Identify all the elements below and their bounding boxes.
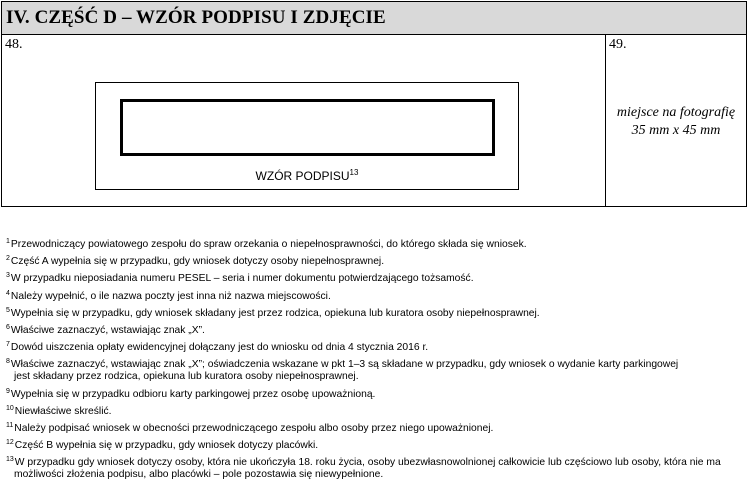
footnote [6, 437, 750, 451]
footnote-number: 11 [6, 421, 14, 429]
signature-label-text: WZÓR PODPISU [255, 169, 350, 183]
footnote [6, 356, 750, 382]
footnote-number: 13 [6, 456, 14, 464]
footnote-text: Przewodniczący powiatowego zespołu do spraw orzekania o niepełnosprawności, do którego składa się wniosek. [10, 239, 527, 250]
footnote-text: Część A wypełnia się w przypadku, gdy wniosek dotyczy osoby niepełnosprawnej. [10, 256, 385, 268]
footnote-text: Należy wypełnić, o ile nazwa poczty jest inna niż nazwa miejscowości. [10, 290, 331, 302]
footnote-number: 2 [6, 255, 10, 263]
footnote-text: Wypełnia się w przypadku, gdy wniosek składany jest przez rodzica, opiekuna lub kuratora osoby niepełnosprawnej. [10, 307, 540, 319]
footnote [6, 288, 750, 302]
footnote-continuation: jest składany przez rodzica, opiekuna lub kuratora osoby niepełnosprawnej. [14, 371, 359, 383]
footnote-number: 10 [6, 404, 14, 412]
signature-specimen-frame [95, 82, 519, 190]
footnote-number: 12 [6, 439, 14, 447]
footnote [6, 305, 750, 319]
footnote-text: Część B wypełnia się w przypadku, gdy wniosek dotyczy placówki. [14, 440, 319, 452]
footnote [6, 253, 750, 267]
part-d-section [1, 1, 747, 207]
signature-footnote-ref: 13 [349, 168, 359, 177]
footnote-number: 4 [6, 289, 10, 297]
section-title: IV. CZĘŚĆ D – WZÓR PODPISU I ZDJĘCIE [6, 7, 386, 28]
footnote [6, 403, 750, 417]
photo-size-line: 35 mm x 45 mm [631, 123, 721, 138]
field-number-48: 48. [5, 37, 23, 52]
footnote-continuation: możliwości złożenia podpisu, albo placówki – pole pozostawia się niewypełnione. [14, 469, 384, 481]
footnote-text: Niewłaściwe skreślić. [14, 405, 112, 417]
footnote [6, 454, 750, 480]
footnote-number: 5 [6, 306, 10, 314]
footnote-number: 8 [6, 358, 10, 366]
footnote-text: W przypadku gdy wniosek dotyczy osoby, która nie ukończyła 18. roku życia, osoby ubezwłasnowolnionej całkowicie lub częściowo lub osoby, która nie ma [14, 457, 721, 469]
footnote [6, 270, 750, 284]
signature-box[interactable] [120, 99, 495, 156]
footnote-text: Wypełnia się w przypadku odbioru karty parkingowej przez osobę upoważnioną. [10, 388, 376, 400]
footnote [6, 420, 750, 434]
signature-field-cell [2, 35, 606, 206]
footnote-number: 3 [6, 272, 10, 280]
signature-label [96, 168, 518, 183]
footnote [6, 339, 750, 353]
field-number-49: 49. [609, 37, 627, 52]
footnotes-list [6, 236, 750, 483]
photo-placeholder [606, 104, 746, 140]
footnote-text: Należy podpisać wniosek w obecności przewodniczącego zespołu albo osoby przez niego upoważnionej. [14, 422, 494, 434]
section-header [2, 2, 746, 35]
footnote-text: Dowód uiszczenia opłaty ewidencyjnej dołączany jest do wniosku od dnia 4 stycznia 2016 r. [10, 342, 429, 354]
footnote [6, 236, 750, 250]
footnote-number: 9 [6, 387, 10, 395]
footnote-number: 7 [6, 341, 10, 349]
footnote-number: 6 [6, 323, 10, 331]
photo-field-cell [606, 35, 746, 206]
footnote-text: W przypadku nieposiadania numeru PESEL – seria i numer dokumentu potwierdzającego tożsamość. [10, 273, 474, 285]
footnote [6, 386, 750, 400]
footnote [6, 322, 750, 336]
footnote-number: 1 [6, 238, 10, 245]
footnote-text: Właściwe zaznaczyć, wstawiając znak „X”. [10, 324, 205, 336]
photo-placeholder-line1: miejsce na fotografię [616, 105, 736, 120]
footnote-text: Właściwe zaznaczyć, wstawiając znak „X”; oświadczenia wskazane w pkt 1–3 są składane w przypadku, gdy wniosek o wydanie karty parkingowej [10, 359, 679, 371]
